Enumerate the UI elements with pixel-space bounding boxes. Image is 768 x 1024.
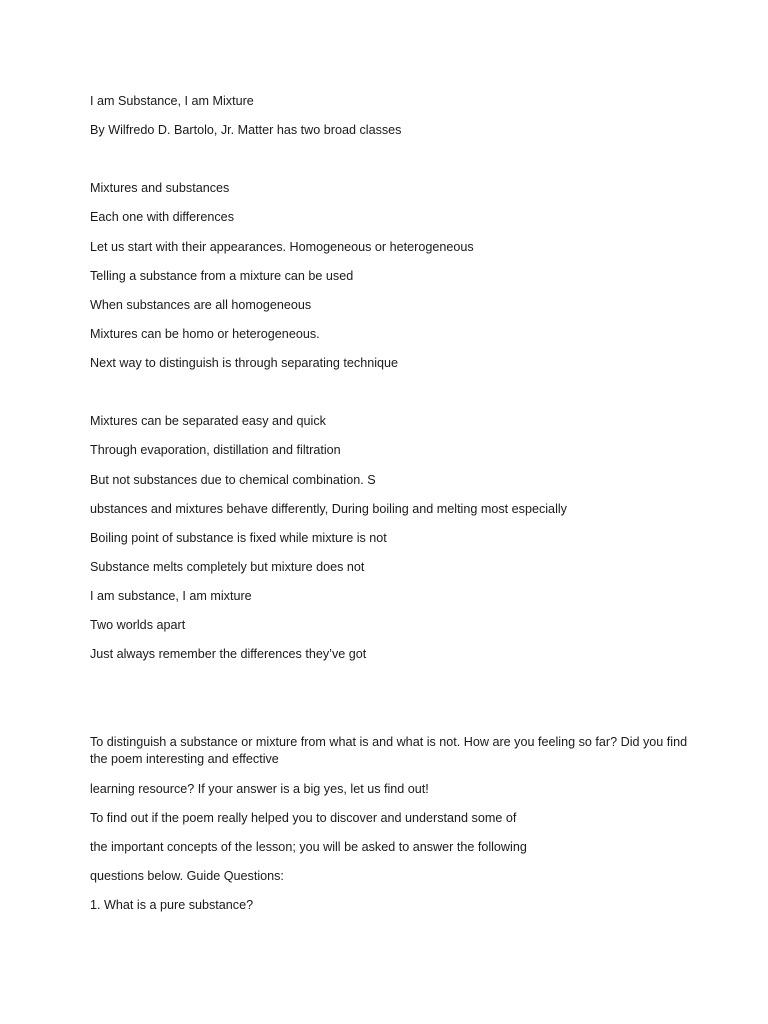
poem-line: When substances are all homogeneous — [90, 298, 312, 312]
poem-line: Boiling point of substance is fixed while mixture is not — [90, 531, 387, 545]
body-paragraph: the important concepts of the lesson; you will be asked to answer the following — [90, 840, 527, 854]
guide-question: 1. What is a pure substance? — [90, 898, 254, 912]
poem-byline: By Wilfredo D. Bartolo, Jr. Matter has two broad classes — [90, 123, 402, 137]
poem-line: Mixtures can be separated easy and quick — [90, 414, 326, 428]
poem-line: Through evaporation, distillation and filtration — [90, 443, 341, 457]
poem-line: Mixtures and substances — [90, 181, 230, 195]
poem-line: Next way to distinguish is through separating technique — [90, 356, 399, 370]
poem-line: But not substances due to chemical combination. S — [90, 473, 376, 487]
poem-line: Two worlds apart — [90, 618, 186, 632]
body-paragraph: learning resource? If your answer is a big yes, let us find out! — [90, 782, 429, 796]
poem-line: Let us start with their appearances. Homogeneous or heterogeneous — [90, 240, 474, 254]
poem-line: I am substance, I am mixture — [90, 589, 252, 603]
poem-line: Substance melts completely but mixture does not — [90, 560, 365, 574]
poem-line: Each one with differences — [90, 210, 234, 224]
body-paragraph: questions below. Guide Questions: — [90, 869, 284, 883]
poem-line: Just always remember the differences they’ve got — [90, 647, 367, 661]
poem-line: Mixtures can be homo or heterogeneous. — [90, 327, 320, 341]
body-paragraph: To distinguish a substance or mixture from what is and what is not. How are you feeling so far? Did you find the poem interesting and effective — [90, 735, 688, 766]
poem-line: ubstances and mixtures behave differently, During boiling and melting most especially — [90, 502, 567, 516]
poem-line: Telling a substance from a mixture can be used — [90, 269, 354, 283]
poem-title: I am Substance, I am Mixture — [90, 94, 254, 108]
body-paragraph: To find out if the poem really helped you to discover and understand some of — [90, 811, 517, 825]
